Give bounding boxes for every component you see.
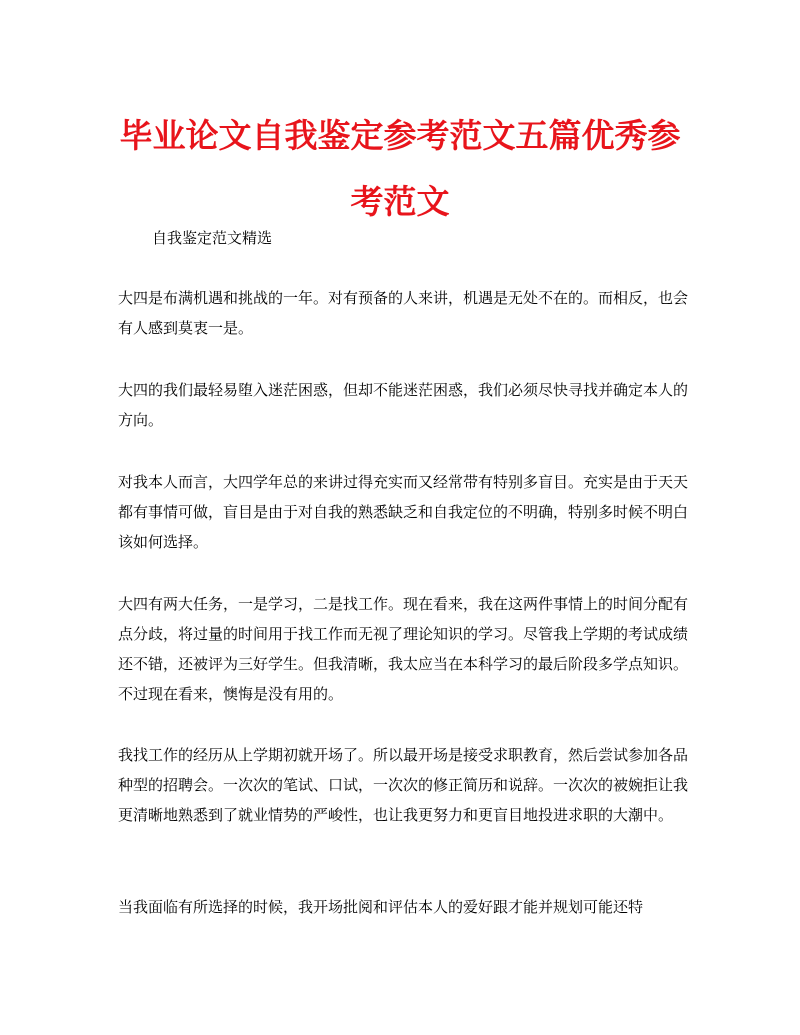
document-subtitle: 自我鉴定范文精选 (152, 229, 273, 247)
paragraph: 当我面临有所选择的时候，我开场批阅和评估本人的爱好跟才能并规划可能还特 (118, 898, 644, 916)
paragraph: 大四有两大任务，一是学习，二是找工作。现在看来，我在这两件事情上的时间分配有点分歧，将过量的时间用于找工作而无视了理论知识的学习。尽管我上学期的考试成绩还不错，还被评为三好学生。但我清晰，我太应当在本科学习的最后阶段多学点知识。不过现在看来，懊悔是没有用的。 (118, 595, 689, 703)
document-title: 毕业论文自我鉴定参考范文五篇优秀参考范文 (119, 116, 681, 221)
paragraph: 对我本人而言，大四学年总的来讲过得充实而又经常带有特别多盲目。充实是由于天天都有事情可做，盲目是由于对自我的熟悉缺乏和自我定位的不明确，特别多时候不明白该如何选择。 (118, 473, 689, 551)
paragraph: 大四的我们最轻易堕入迷茫困惑，但却不能迷茫困惑，我们必须尽快寻找并确定本人的方向。 (118, 381, 689, 429)
paragraph: 我找工作的经历从上学期初就开场了。所以最开场是接受求职教育，然后尝试参加各品种型的招聘会。一次次的笔试、口试，一次次的修正简历和说辞。一次次的被婉拒让我更清晰地熟悉到了就业情势的严峻性，也让我更努力和更盲目地投进求职的大潮中。 (118, 746, 689, 824)
paragraph: 大四是布满机遇和挑战的一年。对有预备的人来讲，机遇是无处不在的。而相反，也会有人感到莫衷一是。 (118, 289, 689, 337)
